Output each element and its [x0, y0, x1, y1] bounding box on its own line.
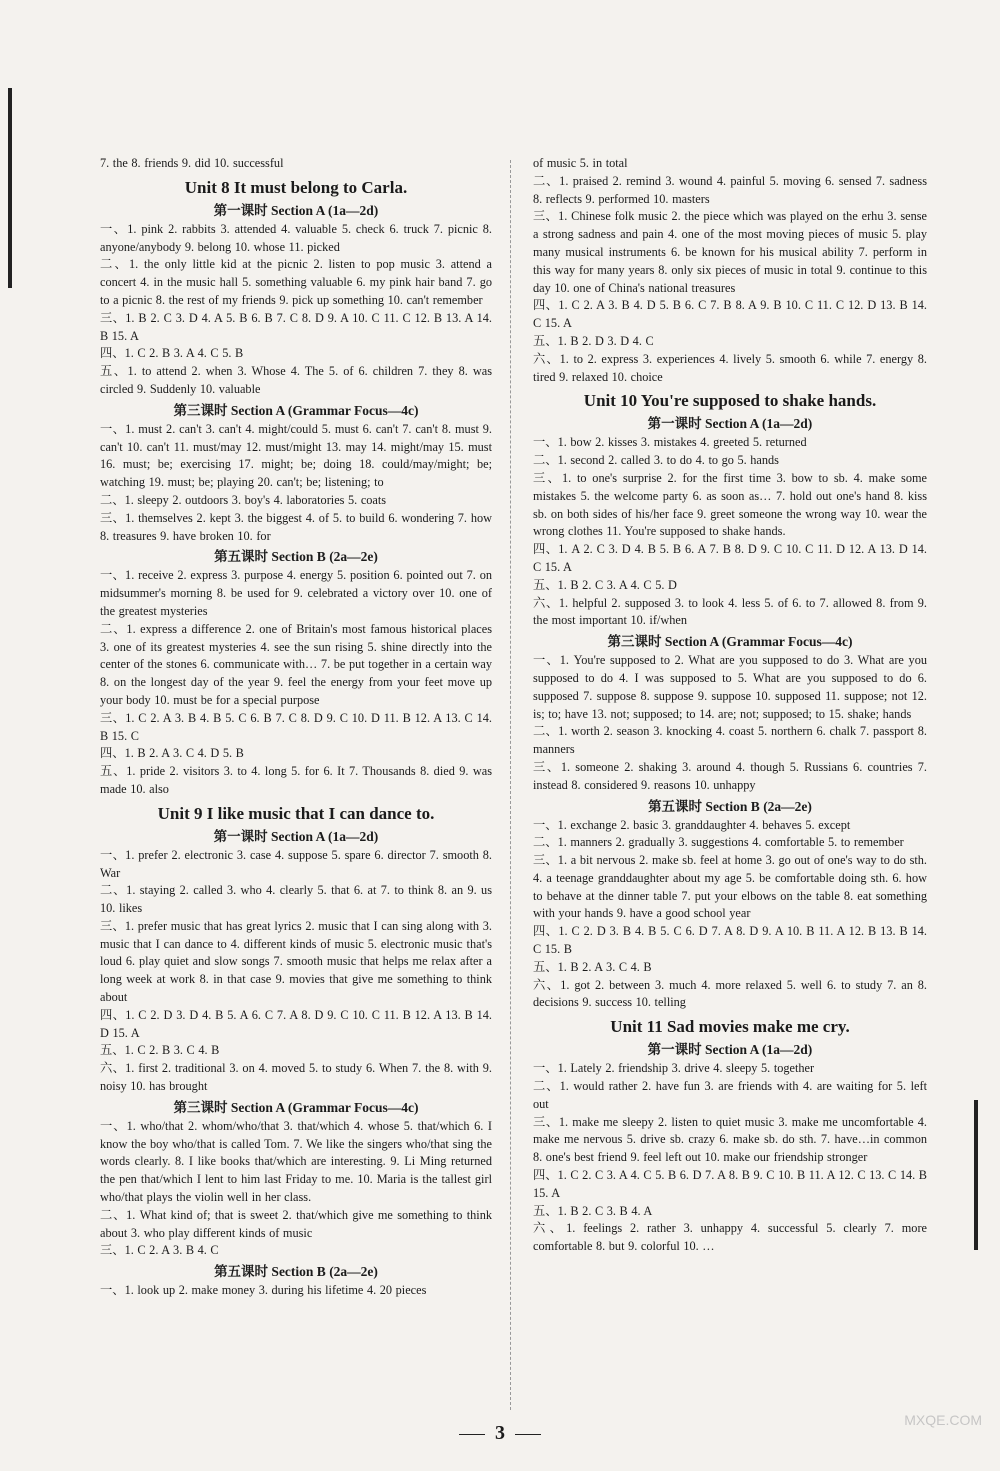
- answer-paragraph: 五、1. B 2. C 3. B 4. A: [533, 1203, 653, 1218]
- answer-paragraph: 一、1. prefer 2. electronic 3. case 4. suppose 5. spare 6. director 7. smooth 8. War: [100, 847, 492, 880]
- answer-paragraph: 四、1. C 2. D 3. B 4. B 5. C 6. D 7. A 8. D 9. A 10. B 11. A 12. B 13. B 14. C 15. B: [533, 924, 927, 957]
- answer-paragraph: 一、1. who/that 2. whom/who/that 3. that/which 4. whose 5. that/which 6. I know the boy who/that is called Tom. 7. We like the singers who/that sing the words clearly. 8. I like books that/which are interesting. 9. Li Ming returned the pen that/which I lent to him last Friday to me. 10. Maria is the tallest girl who/that plays the violin well in her class.: [100, 1118, 492, 1205]
- answer-paragraph: 一、1. must 2. can't 3. can't 4. might/could 5. must 6. can't 7. can't 8. must 9. can't 10. can't 11. must/may 12. must/might 13. may 14. might/may 15. must 16. must; be; exercising 17. might; be; doing 18. could/may/might; be; watching 19. must; be; playing 20. can't; be; listening; to: [100, 421, 492, 490]
- page-number-dash-right: [515, 1434, 541, 1435]
- unit-heading: Unit 9 I like music that I can dance to.: [157, 803, 435, 823]
- lesson-heading: 第五课时 Section B (2a—2e): [214, 549, 378, 565]
- lesson-heading: 第三课时 Section A (Grammar Focus—4c): [173, 1099, 419, 1115]
- answer-paragraph: 三、1. a bit nervous 2. make sb. feel at home 3. go out of one's way to do sth. 4. a teenage granddaughter about my age 5. be comfortable doing sth. 6. how to behave at the dinner table 7. put your elbows on the table 8. eat something with your hands 9. have a good school year: [533, 853, 927, 921]
- lesson-heading: 第一课时 Section A (1a—2d): [213, 202, 379, 218]
- unit-heading: Unit 8 It must belong to Carla.: [184, 177, 408, 197]
- answer-paragraph: 二、1. sleepy 2. outdoors 3. boy's 4. laboratories 5. coats: [100, 492, 387, 507]
- answer-paragraph: 四、1. B 2. A 3. C 4. D 5. B: [100, 746, 244, 761]
- answer-paragraph: 一、1. pink 2. rabbits 3. attended 4. valuable 5. check 6. truck 7. picnic 8. anyone/anybody 9. belong 10. whose 11. picked: [100, 221, 492, 254]
- lesson-heading: 第五课时 Section B (2a—2e): [648, 798, 812, 814]
- lesson-heading: 第一课时 Section A (1a—2d): [647, 416, 813, 432]
- answer-paragraph: 六、1. first 2. traditional 3. on 4. moved 5. to study 6. When 7. the 8. with 9. noisy 10. has brought: [100, 1061, 492, 1094]
- answer-paragraph: 四、1. C 2. C 3. A 4. C 5. B 6. D 7. A 8. B 9. C 10. B 11. A 12. C 13. C 14. B 15. A: [533, 1168, 927, 1200]
- answer-paragraph: 三、1. someone 2. shaking 3. around 4. though 5. Russians 6. countries 7. instead 8. considered 9. reasons 10. unhappy: [533, 759, 927, 792]
- answer-paragraph: 二、1. worth 2. season 3. knocking 4. coast 5. northern 6. chalk 7. passport 8. manners: [533, 724, 927, 757]
- answer-paragraph: 一、1. Lately 2. friendship 3. drive 4. sleepy 5. together: [533, 1061, 815, 1076]
- answer-paragraph: 四、1. C 2. D 3. D 4. B 5. A 6. C 7. A 8. D 9. C 10. C 11. B 12. A 13. B 14. D 15. A: [100, 1007, 492, 1040]
- answer-paragraph: 三、1. Chinese folk music 2. the piece which was played on the erhu 3. sense a strong sadness and pain 4. one of the most moving pieces of music 5. play many musical instruments 6. be known for his musical ability 7. perform in this way for many years 8. only six pieces of music in total 9. continue to this day 10. one of China's national treasures: [533, 209, 927, 295]
- answer-paragraph: 7. the 8. friends 9. did 10. successful: [100, 156, 284, 170]
- lesson-heading: 第一课时 Section A (1a—2d): [647, 1042, 813, 1058]
- answer-paragraph: 六、1. got 2. between 3. much 4. more relaxed 5. well 6. to study 7. an 8. decisions 9. success 10. telling: [533, 977, 927, 1010]
- answer-paragraph: 三、1. prefer music that has great lyrics 2. music that I can sing along with 3. music that I can dance to 4. different kinds of music 5. electronic music that's loud 6. play quiet and slow songs 7. smooth music that helps me relax after a long week at work 8. in that case 9. movies that give me something to think about: [100, 918, 492, 1005]
- lesson-heading: 第三课时 Section A (Grammar Focus—4c): [607, 634, 853, 650]
- answer-paragraph: 三、1. B 2. C 3. D 4. A 5. B 6. B 7. C 8. D 9. A 10. C 11. C 12. B 13. A 14. B 15. A: [100, 310, 492, 343]
- answer-paragraph: 三、1. make me sleepy 2. listen to quiet music 3. make me uncomfortable 4. make me nervous 5. drive sb. crazy 6. make sb. do sth. 7. have…in common 8. one's best friend 9. feel left out 10. make our friendship stronger: [533, 1114, 927, 1165]
- answer-paragraph: 六、1. to 2. express 3. experiences 4. lively 5. smooth 6. while 7. energy 8. tired 9. relaxed 10. choice: [533, 351, 927, 384]
- page-number-dash-left: [459, 1434, 485, 1435]
- answer-paragraph: 五、1. B 2. D 3. D 4. C: [533, 333, 654, 348]
- answer-paragraph: 五、1. B 2. C 3. A 4. C 5. D: [533, 577, 677, 592]
- answer-paragraph: 四、1. A 2. C 3. D 4. B 5. B 6. A 7. B 8. D 9. C 10. C 11. D 12. A 13. D 14. C 15. A: [533, 542, 927, 574]
- answer-paragraph: 二、1. manners 2. gradually 3. suggestions 4. comfortable 5. to remember: [533, 835, 904, 850]
- answer-paragraph: 三、1. themselves 2. kept 3. the biggest 4. of 5. to build 6. wondering 7. how 8. treasures 9. have broken 10. for: [100, 510, 492, 543]
- answer-paragraph: of music 5. in total: [533, 156, 628, 170]
- answer-paragraph: 六、1. helpful 2. supposed 3. to look 4. less 5. of 6. to 7. allowed 8. from 9. the most important 10. if/when: [533, 595, 927, 628]
- answer-paragraph: 三、1. to one's surprise 2. for the first time 3. bow to sb. 4. make some mistakes 5. the welcome party 6. as soon as… 7. hold out one's hand 8. kiss sb. on both sides of his/her face 9. greet someone the wrong way 10. wear the wrong clothes 11. You're supposed to shake hands.: [533, 470, 927, 539]
- unit-heading: Unit 11 Sad movies make me cry.: [610, 1017, 850, 1037]
- watermark: MXQE.COM: [904, 1412, 982, 1428]
- answer-paragraph: 二、1. the only little kid at the picnic 2. listen to pop music 3. attend a concert 4. in the music hall 5. something valuable 6. my pink hair band 7. go to a picnic 8. the rest of my friends 9. pick up something 10. can't remember: [100, 257, 492, 307]
- answer-paragraph: 五、1. pride 2. visitors 3. to 4. long 5. for 6. It 7. Thousands 8. died 9. was made 10. also: [100, 764, 492, 796]
- unit-heading: Unit 10 You're supposed to shake hands.: [583, 391, 877, 411]
- answer-paragraph: 六、1. feelings 2. rather 3. unhappy 4. successful 5. clearly 7. more comfortable 8. but 9. colorful 10. …: [533, 1221, 927, 1254]
- answer-paragraph: 一、1. receive 2. express 3. purpose 4. energy 5. position 6. pointed out 7. on midsummer's morning 8. be used for 9. celebrated a victory over 10. one of the greatest mysteries: [100, 568, 492, 618]
- answer-paragraph: 一、1. exchange 2. basic 3. granddaughter 4. behaves 5. except: [533, 817, 851, 832]
- answer-paragraph: 二、1. praised 2. remind 3. wound 4. painful 5. moving 6. sensed 7. sadness 8. reflects 9. performed 10. masters: [533, 173, 927, 206]
- answer-paragraph: 二、1. What kind of; that is sweet 2. that/which give me something to think about 3. who play different kinds of music: [100, 1207, 492, 1240]
- left-column: [100, 155, 492, 1300]
- lesson-heading: 第一课时 Section A (1a—2d): [213, 828, 379, 844]
- answer-paragraph: 五、1. C 2. B 3. C 4. B: [100, 1043, 220, 1058]
- right-column: [533, 155, 927, 1256]
- answer-paragraph: 五、1. B 2. A 3. C 4. B: [533, 959, 652, 974]
- answer-paragraph: 二、1. would rather 2. have fun 3. are friends with 4. are waiting for 5. left out: [533, 1079, 927, 1111]
- answer-paragraph: 一、1. look up 2. make money 3. during his lifetime 4. 20 pieces: [100, 1283, 427, 1298]
- answer-paragraph: 三、1. C 2. A 3. B 4. C: [100, 1243, 219, 1258]
- answer-paragraph: 二、1. express a difference 2. one of Britain's most famous historical places 3. one of its greatest mysteries 4. see the sun rising 5. shine directly into the center of the stones 6. communicate with… 7. be put together in a certain way 8. on the longest day of the year 9. feel the energy from your feet move up your body 10. must be for a special purpose: [100, 621, 492, 707]
- scan-edge-mark: [8, 88, 12, 288]
- answer-paragraph: 三、1. C 2. A 3. B 4. B 5. C 6. B 7. C 8. D 9. C 10. D 11. B 12. A 13. C 14. B 15. C: [100, 710, 492, 743]
- answer-paragraph: 五、1. to attend 2. when 3. Whose 4. The 5. of 6. children 7. they 8. was circled 9. Suddenly 10. valuable: [100, 364, 492, 396]
- lesson-heading: 第三课时 Section A (Grammar Focus—4c): [173, 402, 419, 418]
- column-divider: [510, 160, 511, 1410]
- scan-edge-mark-right: [974, 1100, 978, 1250]
- lesson-heading: 第五课时 Section B (2a—2e): [214, 1264, 378, 1280]
- page-number-value: 3: [495, 1422, 505, 1444]
- answer-paragraph: 一、1. You're supposed to 2. What are you supposed to do 3. What are you supposed to do 4. I was supposed to 5. What are you supposed to do 6. supposed 7. suppose 8. suppose 9. suppose 10. supposed 11. suppose; not 12. is; to; have 13. not; supposed; to 14. are; not; supposed; to 15. shake; hands: [533, 653, 927, 721]
- answer-paragraph: 二、1. second 2. called 3. to do 4. to go 5. hands: [533, 453, 779, 468]
- answer-paragraph: 一、1. bow 2. kisses 3. mistakes 4. greeted 5. returned: [533, 435, 807, 450]
- answer-paragraph: 二、1. staying 2. called 3. who 4. clearly 5. that 6. at 7. to think 8. an 9. us 10. likes: [100, 883, 492, 916]
- answer-paragraph: 四、1. C 2. B 3. A 4. C 5. B: [100, 346, 244, 361]
- answer-paragraph: 四、1. C 2. A 3. B 4. D 5. B 6. C 7. B 8. A 9. B 10. C 11. C 12. D 13. B 14. C 15. A: [533, 298, 927, 331]
